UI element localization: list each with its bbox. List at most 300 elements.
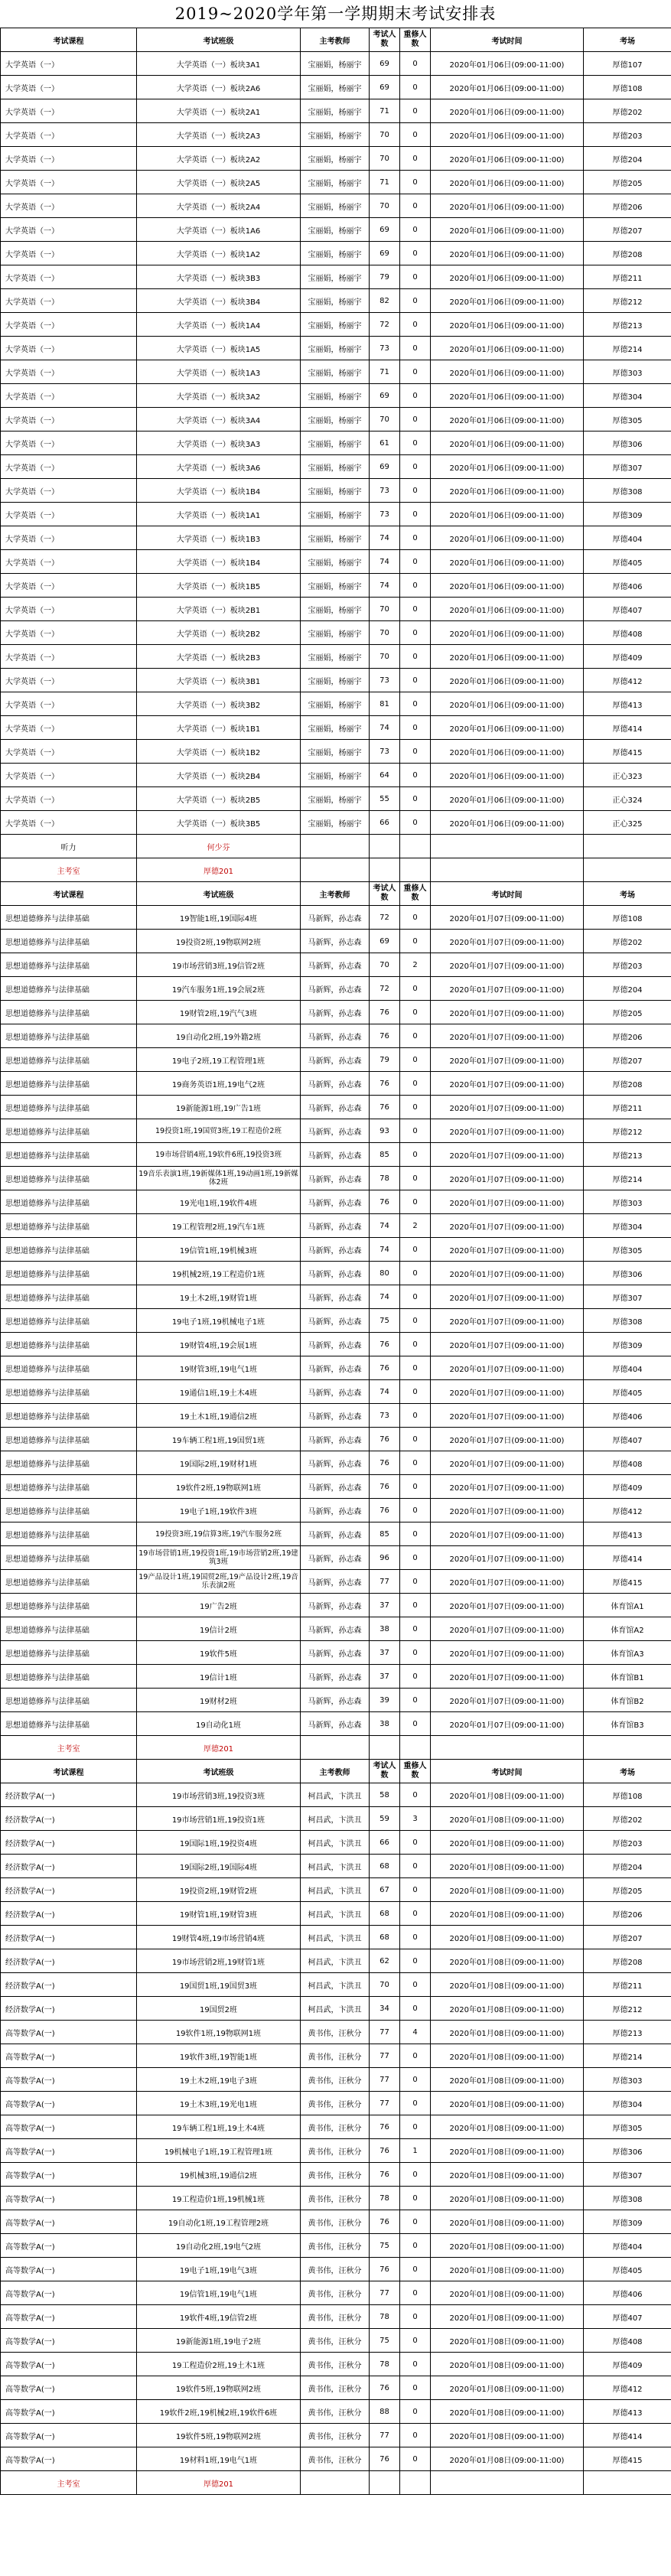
cell-class: 大学英语（一）板块1A2 [137,242,301,265]
cell-count: 72 [370,906,400,930]
cell-room: 厚德206 [584,194,671,218]
cell-room: 正心324 [584,787,671,811]
table-row [1,2187,671,2210]
cell-teacher: 黄书伟，汪秋分 [301,2376,370,2400]
cell-course: 大学英语（一） [1,526,137,550]
cell-time: 2020年01月06日(09:00-11:00) [431,360,584,384]
cell-teacher: 宝丽娟，杨丽宇 [301,764,370,787]
cell-teacher: 宝丽娟，杨丽宇 [301,289,370,313]
cell-time: 2020年01月06日(09:00-11:00) [431,147,584,171]
cell-time: 2020年01月07日(09:00-11:00) [431,1356,584,1380]
cell-course: 大学英语（一） [1,123,137,147]
cell-teacher: 柯昌武，卞洪丑 [301,1783,370,1807]
table-row [1,1262,671,1285]
column-header-teacher: 主考教师 [301,28,370,52]
cell-room: 厚德205 [584,1001,671,1024]
cell-course: 大学英语（一） [1,313,137,337]
cell-room: 厚德413 [584,692,671,716]
cell-teacher: 黄书伟，汪秋分 [301,2044,370,2068]
table-row [1,1499,671,1522]
cell-count: 64 [370,764,400,787]
cell-teacher: 黄书伟，汪秋分 [301,2305,370,2329]
cell-time: 2020年01月06日(09:00-11:00) [431,123,584,147]
cell-room: 正心323 [584,764,671,787]
cell-room: 厚德202 [584,930,671,953]
cell-time: 2020年01月07日(09:00-11:00) [431,1641,584,1665]
table-row [1,1143,671,1167]
cell-room: 厚德206 [584,1902,671,1926]
cell-count: 77 [370,2424,400,2447]
cell-class: 19车辆工程1班,19土木4班 [137,2115,301,2139]
cell-teacher: 马新辉，孙志森 [301,1309,370,1333]
note-cell-time [431,835,584,858]
cell-class: 大学英语（一）板块2B4 [137,764,301,787]
cell-class: 大学英语（一）板块2A6 [137,76,301,99]
cell-retake: 0 [400,1356,431,1380]
cell-retake: 0 [400,337,431,360]
cell-room: 厚德306 [584,432,671,455]
cell-teacher: 柯昌武，卞洪丑 [301,1807,370,1831]
cell-count: 74 [370,1285,400,1309]
cell-course: 思想道德修养与法律基础 [1,1641,137,1665]
cell-class: 19信计1班 [137,1665,301,1689]
cell-time: 2020年01月07日(09:00-11:00) [431,1048,584,1072]
table-row [1,1380,671,1404]
cell-teacher: 马新辉，孙志森 [301,1214,370,1238]
cell-teacher: 宝丽娟，杨丽宇 [301,313,370,337]
cell-room: 厚德108 [584,76,671,99]
cell-teacher: 宝丽娟，杨丽宇 [301,645,370,669]
cell-time: 2020年01月06日(09:00-11:00) [431,550,584,574]
cell-time: 2020年01月07日(09:00-11:00) [431,1499,584,1522]
cell-room: 厚德408 [584,2329,671,2353]
cell-count: 82 [370,289,400,313]
note-cell-course: 主考室 [1,858,137,882]
cell-time: 2020年01月07日(09:00-11:00) [431,1594,584,1617]
cell-teacher: 马新辉，孙志森 [301,1096,370,1119]
cell-retake: 0 [400,171,431,194]
cell-course: 思想道德修养与法律基础 [1,1214,137,1238]
cell-count: 76 [370,1001,400,1024]
cell-retake: 0 [400,787,431,811]
cell-course: 思想道德修养与法律基础 [1,1119,137,1143]
cell-time: 2020年01月06日(09:00-11:00) [431,740,584,764]
cell-time: 2020年01月07日(09:00-11:00) [431,977,584,1001]
cell-time: 2020年01月08日(09:00-11:00) [431,2163,584,2187]
cell-class: 大学英语（一）板块3A3 [137,432,301,455]
cell-teacher: 柯昌武，卞洪丑 [301,1831,370,1855]
cell-course: 经济数学A(一) [1,1902,137,1926]
note-cell-course: 主考室 [1,2471,137,2495]
cell-time: 2020年01月08日(09:00-11:00) [431,1783,584,1807]
column-header-class: 考试班级 [137,1760,301,1783]
cell-count: 66 [370,811,400,835]
cell-retake: 0 [400,1475,431,1499]
cell-retake: 0 [400,503,431,526]
table-row [1,171,671,194]
cell-count: 79 [370,265,400,289]
table-header-row [1,1760,671,1783]
column-header-time: 考试时间 [431,1760,584,1783]
cell-count: 77 [370,2068,400,2092]
cell-course: 思想道德修养与法律基础 [1,1428,137,1451]
cell-teacher: 马新辉，孙志森 [301,1333,370,1356]
cell-course: 思想道德修养与法律基础 [1,1499,137,1522]
cell-course: 思想道德修养与法律基础 [1,1546,137,1570]
cell-room: 厚德309 [584,503,671,526]
cell-retake: 0 [400,1617,431,1641]
cell-time: 2020年01月07日(09:00-11:00) [431,1617,584,1641]
note-cell-course: 听力 [1,835,137,858]
column-header-class: 考试班级 [137,882,301,906]
cell-time: 2020年01月08日(09:00-11:00) [431,2044,584,2068]
cell-class: 19电子1班,19电气3班 [137,2258,301,2281]
cell-retake: 0 [400,1878,431,1902]
cell-count: 68 [370,1926,400,1949]
cell-retake: 0 [400,906,431,930]
cell-time: 2020年01月08日(09:00-11:00) [431,1831,584,1855]
cell-time: 2020年01月08日(09:00-11:00) [431,1997,584,2021]
cell-room: 厚德307 [584,1285,671,1309]
table-row [1,2447,671,2471]
cell-course: 经济数学A(一) [1,1807,137,1831]
cell-room: 厚德213 [584,2021,671,2044]
cell-retake: 0 [400,1594,431,1617]
cell-class: 大学英语（一）板块3A6 [137,455,301,479]
cell-count: 37 [370,1665,400,1689]
table-row [1,2115,671,2139]
cell-count: 70 [370,147,400,171]
cell-retake: 0 [400,2305,431,2329]
cell-teacher: 宝丽娟，杨丽宇 [301,265,370,289]
cell-class: 大学英语（一）板块3A1 [137,52,301,76]
cell-count: 71 [370,171,400,194]
cell-room: 厚德303 [584,2068,671,2092]
cell-course: 思想道德修养与法律基础 [1,1712,137,1736]
cell-course: 大学英语（一） [1,194,137,218]
cell-count: 66 [370,1831,400,1855]
note-cell-class: 厚德201 [137,1736,301,1760]
cell-count: 61 [370,432,400,455]
cell-class: 19软件3班,19智能1班 [137,2044,301,2068]
cell-time: 2020年01月07日(09:00-11:00) [431,1451,584,1475]
cell-retake: 0 [400,2329,431,2353]
cell-room: 厚德405 [584,1380,671,1404]
cell-course: 大学英语（一） [1,242,137,265]
cell-class: 19财管4班,19会展1班 [137,1333,301,1356]
cell-teacher: 宝丽娟，杨丽宇 [301,242,370,265]
cell-count: 69 [370,76,400,99]
table-header-row [1,882,671,906]
cell-retake: 0 [400,1973,431,1997]
cell-count: 85 [370,1143,400,1167]
table-row [1,1475,671,1499]
cell-room: 厚德304 [584,2092,671,2115]
cell-course: 经济数学A(一) [1,1855,137,1878]
cell-class: 19国贸1班,19国贸3班 [137,1973,301,1997]
cell-teacher: 马新辉，孙志森 [301,1522,370,1546]
cell-course: 思想道德修养与法律基础 [1,1665,137,1689]
cell-room: 厚德208 [584,242,671,265]
cell-room: 厚德412 [584,2376,671,2400]
cell-retake: 4 [400,2021,431,2044]
table-row [1,1712,671,1736]
table-row [1,1807,671,1831]
cell-class: 大学英语（一）板块3A4 [137,408,301,432]
cell-time: 2020年01月07日(09:00-11:00) [431,953,584,977]
cell-teacher: 宝丽娟，杨丽宇 [301,550,370,574]
cell-course: 高等数学A(一) [1,2210,137,2234]
cell-time: 2020年01月08日(09:00-11:00) [431,2210,584,2234]
cell-retake: 0 [400,1143,431,1167]
cell-time: 2020年01月08日(09:00-11:00) [431,2424,584,2447]
cell-retake: 2 [400,953,431,977]
cell-retake: 0 [400,716,431,740]
cell-retake: 0 [400,977,431,1001]
cell-count: 69 [370,218,400,242]
cell-teacher: 马新辉，孙志森 [301,1356,370,1380]
cell-class: 19通信1班,19土木4班 [137,1380,301,1404]
table-row [1,2376,671,2400]
cell-teacher: 黄书伟，汪秋分 [301,2092,370,2115]
cell-class: 19新能源1班,19广告1班 [137,1096,301,1119]
cell-teacher: 马新辉，孙志森 [301,1570,370,1594]
cell-course: 高等数学A(一) [1,2258,137,2281]
cell-room: 厚德415 [584,740,671,764]
table-row [1,408,671,432]
cell-room: 厚德208 [584,1072,671,1096]
cell-count: 78 [370,1167,400,1190]
cell-retake: 3 [400,1807,431,1831]
table-row [1,1949,671,1973]
cell-room: 厚德404 [584,2234,671,2258]
cell-course: 思想道德修养与法律基础 [1,1594,137,1617]
cell-retake: 0 [400,1855,431,1878]
cell-class: 大学英语（一）板块1A1 [137,503,301,526]
cell-time: 2020年01月06日(09:00-11:00) [431,432,584,455]
table-row [1,1238,671,1262]
cell-course: 大学英语（一） [1,787,137,811]
cell-room: 厚德414 [584,2424,671,2447]
cell-retake: 0 [400,432,431,455]
cell-time: 2020年01月06日(09:00-11:00) [431,645,584,669]
column-header-retake: 重修人数 [400,882,431,906]
cell-class: 19材料1班,19电气1班 [137,2447,301,2471]
table-row [1,1973,671,1997]
cell-retake: 0 [400,1712,431,1736]
column-header-room: 考场 [584,28,671,52]
cell-count: 78 [370,2187,400,2210]
cell-class: 19财管2班,19汽气3班 [137,1001,301,1024]
cell-teacher: 宝丽娟，杨丽宇 [301,716,370,740]
cell-retake: 0 [400,2210,431,2234]
cell-course: 思想道德修养与法律基础 [1,1262,137,1285]
cell-room: 厚德214 [584,337,671,360]
table-row [1,1404,671,1428]
cell-teacher: 马新辉，孙志森 [301,1262,370,1285]
cell-class: 19财管4班,19市场营销4班 [137,1926,301,1949]
cell-count: 73 [370,337,400,360]
cell-count: 74 [370,1380,400,1404]
cell-teacher: 宝丽娟，杨丽宇 [301,479,370,503]
cell-count: 77 [370,2044,400,2068]
cell-room: 厚德213 [584,1143,671,1167]
cell-time: 2020年01月07日(09:00-11:00) [431,1024,584,1048]
cell-teacher: 黄书伟，汪秋分 [301,2163,370,2187]
cell-course: 高等数学A(一) [1,2187,137,2210]
table-row [1,1831,671,1855]
cell-room: 厚德405 [584,550,671,574]
cell-time: 2020年01月06日(09:00-11:00) [431,621,584,645]
cell-room: 厚德309 [584,2210,671,2234]
cell-retake: 0 [400,384,431,408]
note-cell-count [370,2471,400,2495]
cell-course: 经济数学A(一) [1,1997,137,2021]
cell-course: 经济数学A(一) [1,1878,137,1902]
exam-schedule-body [1,28,671,2495]
cell-room: 厚德308 [584,479,671,503]
cell-time: 2020年01月08日(09:00-11:00) [431,2400,584,2424]
table-row [1,1855,671,1878]
cell-count: 76 [370,1096,400,1119]
cell-class: 19财管3班,19电气1班 [137,1356,301,1380]
cell-count: 76 [370,2210,400,2234]
table-row [1,503,671,526]
cell-count: 77 [370,2021,400,2044]
table-row [1,1167,671,1190]
cell-course: 高等数学A(一) [1,2068,137,2092]
table-row [1,1214,671,1238]
cell-class: 19财材2班 [137,1689,301,1712]
cell-retake: 0 [400,764,431,787]
cell-count: 58 [370,1783,400,1807]
cell-time: 2020年01月08日(09:00-11:00) [431,2281,584,2305]
cell-time: 2020年01月08日(09:00-11:00) [431,2258,584,2281]
cell-retake: 0 [400,1238,431,1262]
table-row [1,1570,671,1594]
cell-class: 19投资2班,19物联网2班 [137,930,301,953]
cell-teacher: 宝丽娟，杨丽宇 [301,76,370,99]
cell-time: 2020年01月08日(09:00-11:00) [431,2021,584,2044]
exam-office-row [1,1736,671,1760]
cell-retake: 0 [400,645,431,669]
cell-time: 2020年01月08日(09:00-11:00) [431,2092,584,2115]
cell-count: 37 [370,1594,400,1617]
cell-teacher: 黄书伟，汪秋分 [301,2139,370,2163]
cell-count: 69 [370,242,400,265]
column-header-course: 考试课程 [1,28,137,52]
cell-count: 96 [370,1546,400,1570]
cell-class: 19市场营销3班,19信管2班 [137,953,301,977]
cell-teacher: 马新辉，孙志森 [301,1238,370,1262]
column-header-retake: 重修人数 [400,1760,431,1783]
cell-time: 2020年01月07日(09:00-11:00) [431,1475,584,1499]
cell-room: 厚德406 [584,1404,671,1428]
cell-class: 19电子1班,19软件3班 [137,1499,301,1522]
cell-class: 大学英语（一）板块1B3 [137,526,301,550]
cell-time: 2020年01月06日(09:00-11:00) [431,99,584,123]
exam-office-row [1,2471,671,2495]
table-row [1,2021,671,2044]
cell-class: 19土木3班,19光电1班 [137,2092,301,2115]
note-cell-time [431,1736,584,1760]
cell-time: 2020年01月06日(09:00-11:00) [431,455,584,479]
cell-count: 70 [370,598,400,621]
cell-teacher: 黄书伟，汪秋分 [301,2210,370,2234]
cell-count: 73 [370,1404,400,1428]
note-cell-class: 厚德201 [137,2471,301,2495]
cell-room: 厚德304 [584,1214,671,1238]
cell-room: 厚德304 [584,384,671,408]
cell-room: 体育馆A2 [584,1617,671,1641]
cell-room: 厚德303 [584,360,671,384]
cell-time: 2020年01月08日(09:00-11:00) [431,2139,584,2163]
cell-course: 思想道德修养与法律基础 [1,1143,137,1167]
cell-count: 75 [370,2234,400,2258]
cell-course: 高等数学A(一) [1,2044,137,2068]
note-cell-count [370,858,400,882]
cell-retake: 0 [400,550,431,574]
cell-count: 73 [370,503,400,526]
cell-course: 思想道德修养与法律基础 [1,1096,137,1119]
cell-time: 2020年01月07日(09:00-11:00) [431,1712,584,1736]
cell-retake: 0 [400,1404,431,1428]
cell-count: 76 [370,1190,400,1214]
cell-course: 思想道德修养与法律基础 [1,1404,137,1428]
cell-course: 思想道德修养与法律基础 [1,1570,137,1594]
table-row [1,1048,671,1072]
cell-class: 大学英语（一）板块2A2 [137,147,301,171]
cell-teacher: 宝丽娟，杨丽宇 [301,147,370,171]
cell-count: 93 [370,1119,400,1143]
cell-teacher: 黄书伟，汪秋分 [301,2281,370,2305]
cell-room: 厚德413 [584,1522,671,1546]
table-row [1,2068,671,2092]
cell-retake: 0 [400,1380,431,1404]
note-cell-room [584,1736,671,1760]
cell-class: 19信管1班,19电气1班 [137,2281,301,2305]
cell-count: 69 [370,455,400,479]
cell-retake: 0 [400,1546,431,1570]
cell-retake: 0 [400,2400,431,2424]
cell-course: 思想道德修养与法律基础 [1,1001,137,1024]
cell-count: 70 [370,1973,400,1997]
cell-count: 78 [370,2353,400,2376]
cell-course: 大学英语（一） [1,218,137,242]
cell-room: 厚德212 [584,1997,671,2021]
cell-course: 思想道德修养与法律基础 [1,1617,137,1641]
cell-class: 19土木1班,19通信2班 [137,1404,301,1428]
table-row [1,99,671,123]
column-header-course: 考试课程 [1,882,137,906]
cell-class: 19国际2班,19国际4班 [137,1855,301,1878]
cell-class: 19工程造价1班,19机械1班 [137,2187,301,2210]
cell-time: 2020年01月08日(09:00-11:00) [431,2187,584,2210]
table-row [1,2258,671,2281]
cell-retake: 0 [400,2353,431,2376]
cell-teacher: 宝丽娟，杨丽宇 [301,171,370,194]
cell-class: 大学英语（一）板块1B1 [137,716,301,740]
table-row [1,2092,671,2115]
cell-retake: 0 [400,242,431,265]
column-header-time: 考试时间 [431,28,584,52]
table-row [1,123,671,147]
cell-teacher: 马新辉，孙志森 [301,1451,370,1475]
table-row [1,1309,671,1333]
cell-time: 2020年01月07日(09:00-11:00) [431,1570,584,1594]
cell-time: 2020年01月06日(09:00-11:00) [431,692,584,716]
cell-course: 高等数学A(一) [1,2376,137,2400]
